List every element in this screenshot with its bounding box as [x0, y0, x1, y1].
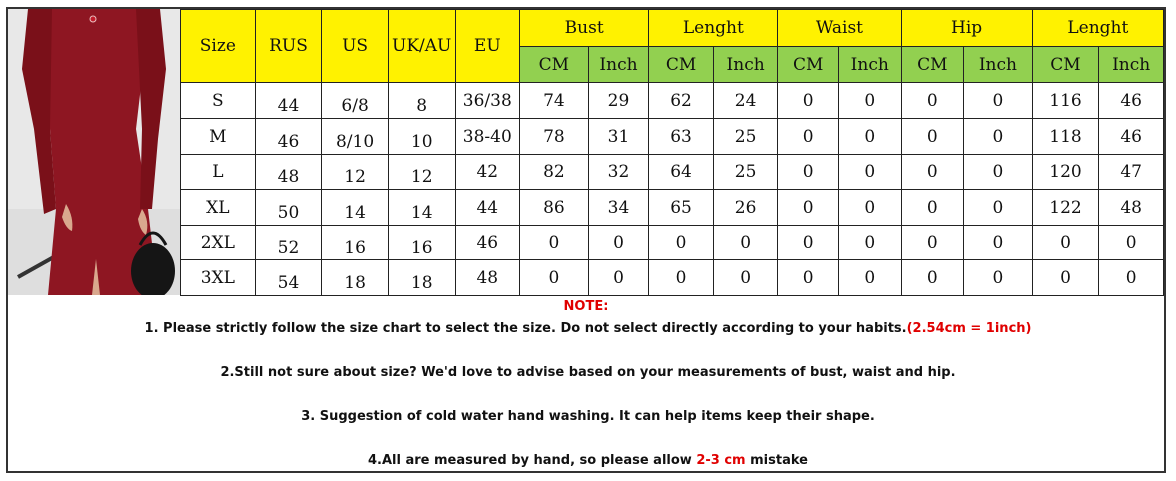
size-rows [181, 83, 1164, 296]
cell-measure [520, 260, 589, 296]
cell-measure [520, 190, 589, 226]
product-photo [8, 9, 180, 295]
header-length-2-cm: CM [1032, 47, 1099, 83]
cell-measure [588, 226, 649, 260]
cell-size [181, 155, 256, 190]
cell-measure [1099, 260, 1164, 296]
cell-ukau [388, 226, 455, 260]
header-waist-inch: Inch [838, 47, 901, 83]
cell-ukau-value: 8 [416, 95, 428, 116]
cell-measure [649, 226, 714, 260]
cell-eu [455, 119, 520, 155]
cell-measure [1099, 226, 1164, 260]
cell-measure-value: 0 [1125, 267, 1137, 288]
cell-measure [964, 119, 1033, 155]
cell-us-value: 6/8 [341, 95, 369, 116]
header-bust-inch: Inch [588, 47, 649, 83]
cell-rus-value: 54 [277, 272, 300, 293]
header-length: Lenght [649, 10, 778, 47]
cell-eu-value: 46 [476, 232, 499, 253]
cell-measure-value: 0 [1060, 232, 1071, 253]
note-line-4-tolerance: 2-3 cm [696, 453, 746, 468]
cell-us-value: 18 [344, 272, 366, 293]
cell-measure-value: 0 [740, 267, 752, 288]
header-bust: Bust [520, 10, 649, 47]
cell-measure-value: 0 [864, 232, 876, 253]
cell-measure-value: 86 [543, 197, 565, 218]
cell-rus [255, 260, 322, 296]
cell-measure-value: 0 [802, 90, 814, 111]
cell-us [322, 226, 389, 260]
cell-measure [964, 83, 1033, 119]
cell-measure [1099, 83, 1164, 119]
cell-measure-value: 0 [864, 162, 876, 182]
cell-measure [901, 119, 964, 155]
cell-measure [901, 155, 964, 190]
cell-measure [778, 226, 839, 260]
table-row [181, 83, 1164, 119]
cell-size-value: XL [206, 197, 230, 218]
cell-rus [255, 83, 322, 119]
cell-measure-value: 29 [607, 90, 630, 111]
cell-measure [838, 83, 901, 119]
cell-measure-value: 63 [670, 126, 692, 147]
cell-measure [649, 155, 714, 190]
cell-ukau-value: 18 [410, 272, 433, 293]
cell-rus [255, 226, 322, 260]
cell-eu [455, 155, 520, 190]
cell-measure-value: 64 [670, 162, 692, 182]
size-table [180, 9, 1164, 296]
cell-size [181, 83, 256, 119]
cell-measure [713, 226, 778, 260]
cell-measure [964, 155, 1033, 190]
header-hip-cm: CM [901, 47, 964, 83]
header-eu: EU [455, 10, 520, 83]
cell-measure-value: 0 [864, 267, 876, 288]
header-length-2-inch: Inch [1099, 47, 1164, 83]
cell-rus-value: 52 [277, 237, 300, 258]
header-hip: Hip [901, 10, 1032, 47]
cell-ukau-value: 12 [410, 167, 433, 187]
cell-measure [649, 83, 714, 119]
cell-measure-value: 0 [548, 267, 560, 288]
cell-measure-value: 78 [543, 126, 565, 147]
header-bust-cm: CM [520, 47, 589, 83]
cell-measure [588, 119, 649, 155]
note-line-3: 3. Suggestion of cold water hand washing. It can help items keep their shape. [301, 409, 875, 424]
cell-measure [1099, 190, 1164, 226]
cell-measure-value: 0 [926, 162, 938, 182]
cell-size [181, 260, 256, 296]
cell-rus-value: 50 [277, 202, 300, 223]
header-length-cm: CM [649, 47, 714, 83]
cell-us [322, 119, 389, 155]
cell-rus [255, 190, 322, 226]
cell-measure-value: 0 [802, 232, 814, 253]
cell-measure-value: 0 [802, 162, 814, 182]
cell-measure [964, 226, 1033, 260]
cell-measure-value: 0 [802, 197, 814, 218]
cell-measure-value: 46 [1120, 126, 1142, 147]
cell-measure-value: 0 [926, 126, 938, 147]
cell-us [322, 260, 389, 296]
note-line-1-conversion: (2.54cm = 1inch) [906, 321, 1032, 336]
cell-measure-value: 0 [802, 267, 814, 288]
cell-measure [1032, 226, 1099, 260]
cell-size [181, 226, 256, 260]
cell-measure-value: 0 [740, 232, 752, 253]
note-line-1 [8, 321, 1168, 336]
cell-measure [901, 190, 964, 226]
cell-measure [713, 190, 778, 226]
cell-us-value: 14 [344, 202, 366, 223]
header-ukau: UK/AU [388, 10, 455, 83]
cell-measure [1099, 119, 1164, 155]
cell-measure [901, 83, 964, 119]
cell-size-value: S [212, 90, 224, 111]
cell-measure [1032, 155, 1099, 190]
cell-measure-value: 48 [1120, 197, 1142, 218]
cell-measure-value: 0 [864, 90, 876, 111]
cell-us [322, 190, 389, 226]
cell-measure-value: 0 [992, 90, 1004, 111]
cell-measure [1032, 190, 1099, 226]
cell-rus-value: 48 [277, 167, 300, 187]
cell-measure [778, 119, 839, 155]
cell-measure-value: 0 [675, 232, 687, 253]
cell-ukau [388, 190, 455, 226]
header-us: US [322, 10, 389, 83]
cell-measure [520, 83, 589, 119]
cell-measure-value: 65 [670, 197, 692, 218]
cell-measure [713, 155, 778, 190]
cell-measure [778, 260, 839, 296]
cell-measure [713, 83, 778, 119]
table-row [181, 119, 1164, 155]
cell-measure [964, 190, 1033, 226]
header-waist: Waist [778, 10, 901, 47]
table-row [181, 155, 1164, 190]
cell-ukau [388, 155, 455, 190]
cell-ukau-value: 14 [410, 202, 433, 223]
note-line-4 [8, 453, 1168, 468]
cell-measure-value: 26 [734, 197, 757, 218]
cell-measure-value: 0 [802, 126, 814, 147]
table-row [181, 190, 1164, 226]
cell-measure-value: 0 [926, 197, 938, 218]
dress-model-image [8, 9, 180, 295]
cell-measure [649, 190, 714, 226]
cell-us [322, 83, 389, 119]
header-rus: RUS [255, 10, 322, 83]
cell-measure-value: 0 [992, 232, 1004, 253]
cell-measure-value: 25 [734, 126, 757, 147]
cell-measure [713, 119, 778, 155]
cell-measure [778, 155, 839, 190]
cell-measure [588, 190, 649, 226]
notes-section [8, 297, 1164, 469]
cell-measure [838, 190, 901, 226]
cell-measure [1099, 155, 1164, 190]
header-size: Size [181, 10, 256, 83]
cell-us-value: 12 [344, 167, 366, 187]
note-title: NOTE: [563, 299, 609, 314]
cell-measure-value: 74 [543, 90, 565, 111]
cell-rus-value: 44 [277, 95, 300, 116]
cell-measure-value: 0 [926, 267, 938, 288]
cell-us-value: 8/10 [335, 131, 375, 152]
cell-ukau-value: 16 [410, 237, 433, 258]
cell-measure-value: 0 [992, 162, 1004, 182]
table-row [181, 226, 1164, 260]
cell-measure [649, 260, 714, 296]
cell-eu-value: 36/38 [462, 90, 512, 111]
cell-measure [901, 260, 964, 296]
note-line-2: 2.Still not sure about size? We'd love to advise based on your measurements of bust, waist and hip. [220, 365, 956, 380]
cell-measure-value: 0 [1125, 232, 1137, 253]
cell-ukau [388, 83, 455, 119]
cell-rus-value: 46 [277, 131, 300, 152]
cell-size-value: L [212, 162, 224, 182]
cell-size-value: 2XL [200, 232, 235, 253]
cell-measure-value: 0 [613, 232, 624, 253]
cell-measure-value: 46 [1120, 90, 1142, 111]
cell-measure [1032, 119, 1099, 155]
cell-measure [713, 260, 778, 296]
cell-eu [455, 190, 520, 226]
cell-size-value: M [209, 126, 227, 147]
cell-measure-value: 0 [613, 267, 624, 288]
table-row [181, 260, 1164, 296]
cell-measure [588, 260, 649, 296]
cell-eu [455, 226, 520, 260]
cell-us-value: 16 [344, 237, 366, 258]
cell-measure-value: 0 [992, 267, 1004, 288]
cell-measure-value: 0 [992, 126, 1004, 147]
cell-measure [1032, 260, 1099, 296]
cell-measure-value: 116 [1049, 90, 1082, 111]
cell-measure-value: 0 [992, 197, 1004, 218]
cell-measure-value: 0 [926, 232, 938, 253]
cell-measure-value: 0 [1060, 267, 1071, 288]
cell-eu [455, 260, 520, 296]
header-waist-cm: CM [778, 47, 839, 83]
cell-measure-value: 0 [926, 90, 938, 111]
cell-measure [838, 155, 901, 190]
cell-measure-value: 62 [670, 90, 692, 111]
cell-measure-value: 118 [1049, 126, 1082, 147]
cell-measure [778, 83, 839, 119]
cell-measure-value: 47 [1120, 162, 1142, 182]
note-line-1-text: 1. Please strictly follow the size chart to select the size. Do not select directly according to your habits. [144, 321, 907, 336]
cell-eu-value: 38-40 [462, 126, 512, 147]
cell-measure-value: 120 [1049, 162, 1082, 182]
cell-ukau-value: 10 [410, 131, 433, 152]
cell-measure [649, 119, 714, 155]
cell-measure [588, 155, 649, 190]
cell-measure [838, 119, 901, 155]
cell-measure [778, 190, 839, 226]
cell-measure-value: 31 [607, 126, 630, 147]
cell-measure-value: 122 [1049, 197, 1082, 218]
cell-measure [520, 155, 589, 190]
cell-eu [455, 83, 520, 119]
header-length-inch: Inch [713, 47, 778, 83]
cell-eu-value: 48 [476, 267, 499, 288]
cell-measure [964, 260, 1033, 296]
cell-ukau [388, 260, 455, 296]
cell-measure [901, 226, 964, 260]
cell-rus [255, 155, 322, 190]
cell-measure-value: 32 [607, 162, 630, 182]
cell-eu-value: 42 [476, 162, 499, 182]
cell-measure [838, 260, 901, 296]
cell-rus [255, 119, 322, 155]
cell-measure [520, 226, 589, 260]
cell-measure-value: 0 [675, 267, 687, 288]
cell-us [322, 155, 389, 190]
cell-size [181, 119, 256, 155]
cell-measure-value: 25 [734, 162, 757, 182]
header-hip-inch: Inch [964, 47, 1033, 83]
cell-ukau [388, 119, 455, 155]
cell-measure [838, 226, 901, 260]
cell-size [181, 190, 256, 226]
cell-eu-value: 44 [476, 197, 499, 218]
cell-size-value: 3XL [200, 267, 235, 288]
cell-measure-value: 24 [734, 90, 757, 111]
note-line-4-post: mistake [745, 453, 808, 468]
cell-measure-value: 82 [543, 162, 565, 182]
cell-measure-value: 0 [864, 126, 876, 147]
cell-measure-value: 0 [548, 232, 560, 253]
cell-measure-value: 34 [607, 197, 630, 218]
header-length-2: Lenght [1032, 10, 1163, 47]
cell-measure-value: 0 [864, 197, 876, 218]
cell-measure [588, 83, 649, 119]
cell-measure [520, 119, 589, 155]
note-line-4-pre: 4.All are measured by hand, so please allow [368, 453, 697, 468]
cell-measure [1032, 83, 1099, 119]
